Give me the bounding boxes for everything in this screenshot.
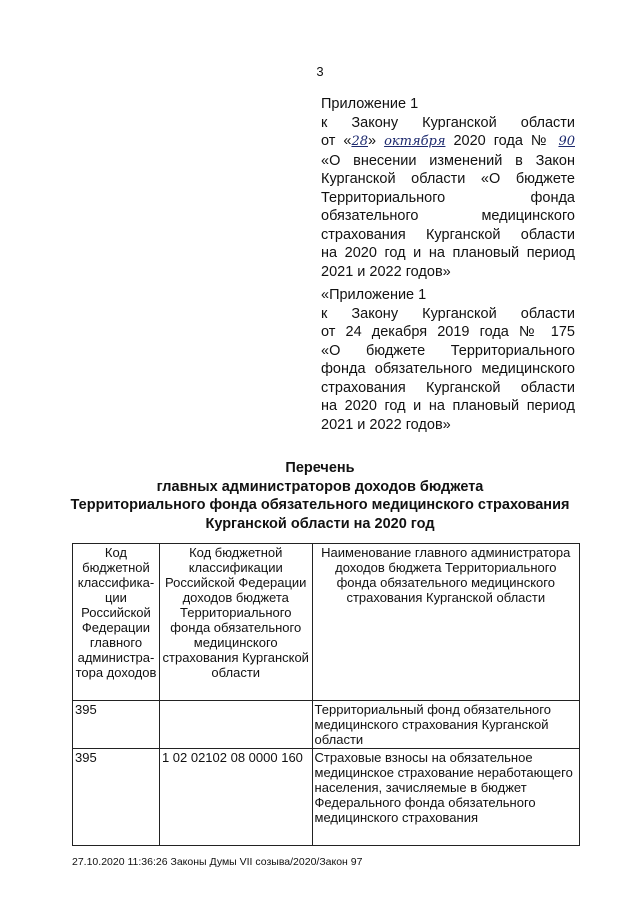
revenue-administrators-table (72, 543, 580, 846)
appendix-line: «Приложение 1 (321, 287, 427, 303)
appendix-date-line (321, 132, 575, 152)
appendix-line: на 2020 год и на плановый период (321, 245, 575, 261)
date-year: 2020 года № (445, 133, 559, 149)
appendix-line: фонда обязательного медицинского (321, 361, 575, 377)
appendix-line: «О бюджете Территориального (321, 342, 575, 359)
appendix-line: к Закону Курганской области (321, 114, 575, 131)
title-line: Территориального фонда обязательного медицинского страхования (70, 497, 570, 513)
appendix-line: 2021 и 2022 годов» (321, 263, 451, 280)
appendix-line: Приложение 1 (321, 96, 419, 112)
header-admin-name: Наименование главного администратора доходов бюджета Территориального фонда обязательного медицинского страхования Курганской области (312, 544, 579, 701)
cell-admin-name: Страховые взносы на обязательное медицинское страхование неработающего населения, зачисляемые в бюджет Федерального фонда обязательного медицинского страхования (312, 749, 579, 846)
appendix-line: Территориального фонда (321, 189, 575, 206)
appendix-current-header (321, 95, 575, 281)
title-line: Курганской области на 2020 год (205, 515, 435, 532)
handwritten-day: 28 (351, 134, 368, 149)
cell-admin-code: 395 (73, 701, 160, 749)
appendix-previous-header (321, 286, 575, 434)
title-line: главных администраторов доходов бюджета (156, 478, 484, 495)
date-prefix: от « (321, 133, 352, 149)
header-revenue-code: Код бюджетной классификации Российской Федерации доходов бюджета Территориального фонда обязательного медицинского страхования Курганской области (159, 544, 312, 701)
appendix-line: на 2020 год и на плановый период (321, 398, 575, 414)
cell-admin-name: Территориальный фонд обязательного медицинского страхования Курганской области (312, 701, 579, 749)
table-header-row (73, 544, 580, 701)
page-number: 3 (316, 64, 324, 79)
table-row (73, 749, 580, 846)
title-line: Перечень (285, 460, 355, 476)
handwritten-month: октября (384, 134, 446, 149)
cell-admin-code: 395 (73, 749, 160, 846)
date-mid: » (368, 133, 385, 149)
appendix-line: «О внесении изменений в Закон (321, 152, 575, 169)
document-title (40, 459, 600, 533)
cell-revenue-code: 1 02 02102 08 0000 160 (159, 749, 312, 846)
cell-revenue-code (159, 701, 312, 749)
appendix-line: к Закону Курганской области (321, 305, 575, 322)
appendix-line: Курганской области «О бюджете (321, 171, 575, 187)
appendix-line: от 24 декабря 2019 года № 175 (321, 324, 575, 340)
handwritten-law-number: 90 (558, 134, 575, 149)
footer-stamp: 27.10.2020 11:36:26 Законы Думы VII созыва/2020/Закон 97 (72, 856, 363, 868)
table-row (73, 701, 580, 749)
appendix-line: страхования Курганской области (321, 379, 575, 396)
header-admin-code: Код бюджетной классифика-ции Российской Федерации главного администра-тора доходов (73, 544, 160, 701)
appendix-line: 2021 и 2022 годов» (321, 416, 451, 433)
appendix-line: страхования Курганской области (321, 226, 575, 243)
appendix-line: обязательного медицинского (321, 208, 575, 224)
